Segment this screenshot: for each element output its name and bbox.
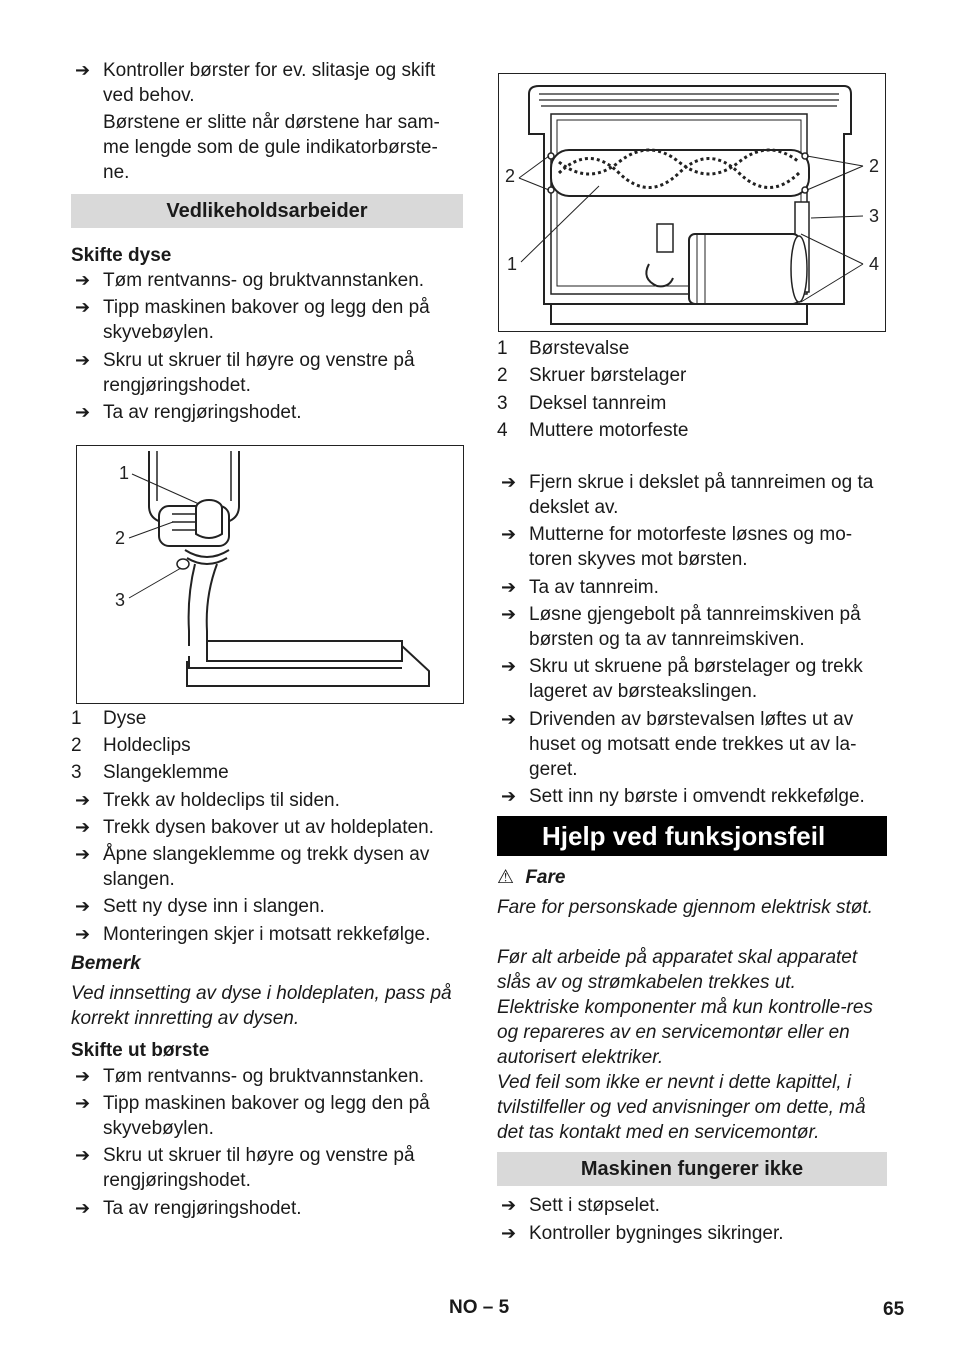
step-text: Monteringen skjer i motsatt rekkefølge. — [103, 924, 431, 945]
step-text: Trekk av holdeclips til siden. — [103, 790, 340, 811]
step-item — [497, 470, 887, 520]
step-text: Ta av rengjøringshodet. — [103, 1198, 302, 1219]
callout-label: 2 — [869, 156, 880, 176]
callout-label: 4 — [869, 254, 880, 274]
step-text: Ta av tannreim. — [529, 577, 659, 598]
danger-text: Fare for personskade gjennom elektrisk støt. — [497, 897, 873, 918]
step-text: Åpne slangeklemme og trekk dysen av slangen. — [103, 844, 430, 890]
arrow-icon: ➔ — [75, 1198, 91, 1219]
step-item — [71, 1196, 463, 1221]
step-text: Fjern skrue i dekslet på tannreimen og ta dekslet av. — [529, 472, 874, 518]
arrow-icon: ➔ — [501, 1223, 517, 1244]
step-item — [71, 268, 463, 293]
arrow-icon: ➔ — [501, 1195, 517, 1216]
step-text: Tøm rentvanns- og bruktvannstanken. — [103, 1066, 425, 1087]
step-item — [71, 788, 463, 813]
step-item — [497, 1193, 887, 1218]
step-text: Ta av rengjøringshodet. — [103, 402, 302, 423]
step-item — [71, 842, 463, 892]
arrow-icon: ➔ — [75, 350, 91, 371]
arrow-icon: ➔ — [501, 524, 517, 545]
step-item — [71, 894, 463, 919]
step-text: Tøm rentvanns- og bruktvannstanken. — [103, 270, 425, 291]
step-item — [497, 1221, 887, 1246]
step-item — [497, 522, 887, 572]
step-text: Mutterne for motorfeste løsnes og mo-toren skyves mot børsten. — [529, 524, 853, 570]
step-text: Kontroller bygninges sikringer. — [529, 1223, 784, 1244]
callout-label: 2 — [505, 166, 516, 186]
footer-language-page: NO – 5 — [449, 1297, 510, 1318]
arrow-icon: ➔ — [75, 297, 91, 318]
note-text: Ved innsetting av dyse i holdeplaten, pass på korrekt innretting av dysen. — [71, 983, 452, 1029]
step-item — [71, 400, 463, 425]
arrow-icon: ➔ — [75, 1145, 91, 1166]
arrow-icon: ➔ — [501, 604, 517, 625]
nozzle-illustration — [77, 446, 463, 703]
step-item — [71, 815, 463, 840]
arrow-icon: ➔ — [501, 656, 517, 677]
subsection-heading: Skifte dyse — [71, 245, 172, 266]
callout-label: 2 — [115, 528, 126, 548]
arrow-icon: ➔ — [75, 270, 91, 291]
nozzle-figure — [76, 445, 464, 704]
step-item — [71, 295, 463, 345]
step-text: Drivenden av børstevalsen løftes ut av huset og motsatt ende trekkes ut av la-geret. — [529, 709, 857, 780]
body-paragraph: Børstene er slitte når dørstene har sam-me lengde som de gule indikatorbørste-ne. — [103, 112, 440, 183]
callout-label: 1 — [119, 463, 130, 483]
step-text: Løsne gjengebolt på tannreimskiven på børsten og ta av tannreimskiven. — [529, 604, 861, 650]
arrow-icon: ➔ — [75, 60, 91, 81]
arrow-icon: ➔ — [75, 924, 91, 945]
step-item — [497, 575, 887, 600]
step-text: Skru ut skruene på børstelager og trekk lageret av børsteakslingen. — [529, 656, 863, 702]
step-item — [71, 1091, 463, 1141]
warning-icon: ⚠ — [497, 866, 515, 888]
callout-label: 3 — [869, 206, 880, 226]
subsection-heading: Skifte ut børste — [71, 1040, 210, 1061]
step-item — [497, 784, 887, 809]
arrow-icon: ➔ — [501, 472, 517, 493]
step-item — [71, 1143, 463, 1193]
arrow-icon: ➔ — [75, 1066, 91, 1087]
section-heading: Maskinen fungerer ikke — [497, 1152, 887, 1186]
arrow-icon: ➔ — [501, 577, 517, 598]
brush-figure — [498, 73, 886, 332]
footer-page-number: 65 — [883, 1299, 905, 1320]
section-heading: Vedlikeholdsarbeider — [71, 194, 463, 228]
arrow-icon: ➔ — [75, 817, 91, 838]
arrow-icon: ➔ — [501, 786, 517, 807]
chapter-heading: Hjelp ved funksjonsfeil — [497, 816, 887, 856]
arrow-icon: ➔ — [75, 1093, 91, 1114]
step-item — [497, 707, 887, 782]
danger-text: Før alt arbeide på apparatet skal apparatet slås av og strømkabelen trekkes ut. — [497, 947, 858, 993]
danger-text: Ved feil som ikke er nevnt i dette kapittel, i tvilstilfeller og ved anvisninger om dette, må det tas kontakt med en servicemontør. — [497, 1072, 866, 1143]
step-item — [71, 348, 463, 398]
arrow-icon: ➔ — [75, 896, 91, 917]
step-text: Skru ut skruer til høyre og venstre på rengjøringshodet. — [103, 350, 415, 396]
step-item — [71, 58, 463, 108]
callout-label: 1 — [507, 254, 518, 274]
step-text: Tipp maskinen bakover og legg den på skyvebøylen. — [103, 297, 430, 343]
step-item — [71, 1064, 463, 1089]
step-item — [71, 922, 463, 947]
step-item — [497, 602, 887, 652]
arrow-icon: ➔ — [75, 790, 91, 811]
danger-heading — [497, 866, 565, 889]
step-item — [497, 654, 887, 704]
step-text: Tipp maskinen bakover og legg den på skyvebøylen. — [103, 1093, 430, 1139]
step-text: Kontroller børster for ev. slitasje og skift ved behov. — [103, 60, 436, 106]
danger-title: Fare — [525, 867, 566, 888]
brush-illustration — [499, 74, 885, 331]
note-heading: Bemerk — [71, 953, 141, 974]
step-text: Sett inn ny børste i omvendt rekkefølge. — [529, 786, 865, 807]
arrow-icon: ➔ — [75, 844, 91, 865]
danger-text: Elektriske komponenter må kun kontrolle-res og repareres av en servicemontør eller en autorisert elektriker. — [497, 997, 873, 1068]
step-text: Sett ny dyse inn i slangen. — [103, 896, 325, 917]
arrow-icon: ➔ — [501, 709, 517, 730]
step-text: Sett i støpselet. — [529, 1195, 660, 1216]
step-text: Skru ut skruer til høyre og venstre på rengjøringshodet. — [103, 1145, 415, 1191]
arrow-icon: ➔ — [75, 402, 91, 423]
step-text: Trekk dysen bakover ut av holdeplaten. — [103, 817, 434, 838]
callout-label: 3 — [115, 590, 126, 610]
